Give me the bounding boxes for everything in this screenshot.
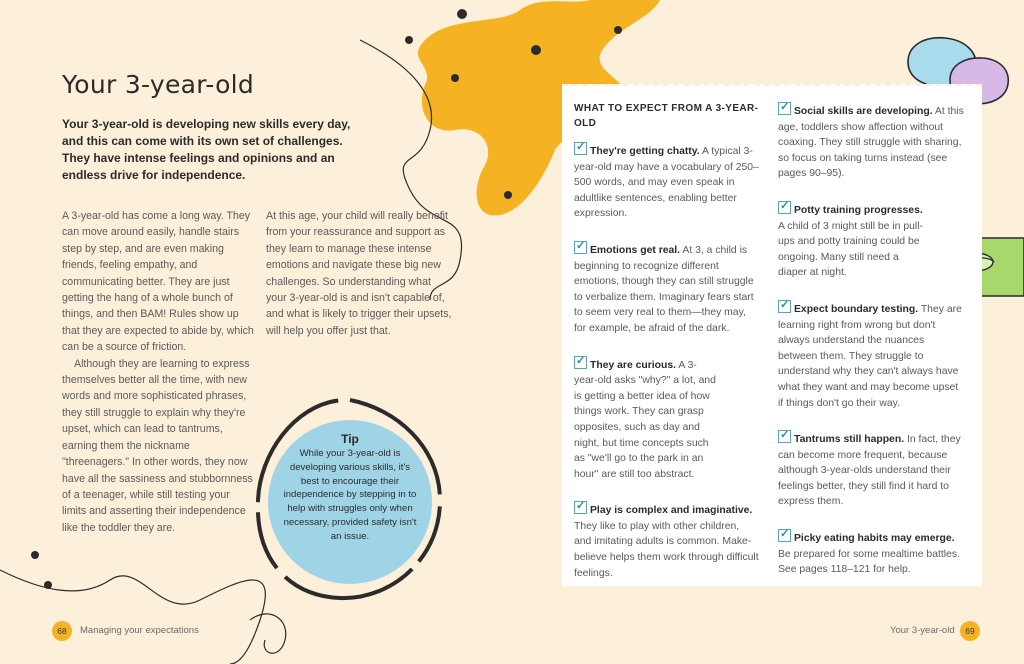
item-text: At this age, toddlers show affection without coaxing. They still struggle with sharing, so focus on taking turns instead (see pages 90–95). [778, 106, 964, 180]
squiggle-line [0, 570, 265, 664]
expect-column-2 [778, 101, 964, 578]
checkbox-icon [778, 300, 791, 313]
panel-heading: WHAT TO EXPECT FROM A 3-YEAR-OLD [574, 103, 759, 129]
item-title: Play is complex and imaginative. [590, 505, 753, 517]
page-number-right: 69 [960, 621, 980, 641]
checkbox-icon [574, 501, 587, 514]
checkbox-icon [574, 356, 587, 369]
body-paragraph: A 3-year-old has come a long way. They can move around easily, handle stairs step by step, and are even making friends, feeling empathy, and communicating better. They are just getting the hang of a whole bunch of things, and then BAM! Rules show up that they are expected to abide by, which can be a source of friction. [62, 210, 254, 354]
item-title: Social skills are developing. [794, 106, 933, 117]
item-text: In fact, they can become more frequent, because although 3-year-olds understand their feelings better, they still find it hard to express them. [778, 434, 961, 508]
item-title: Emotions get real. [590, 244, 681, 256]
checkbox-icon [778, 201, 791, 214]
body-paragraph: Although they are learning to express themselves better all the time, with new words and more sophisticated phrases, they still struggle to explain why they're upset, which can lead to tantrums, earning them the nickname "threenagers." In other words, they now have all the sassiness and stubbornness of a teenager, while still testing your limits and asserting their independence like the toddler they are. [62, 357, 253, 534]
item-text: At 3, a child is beginning to recognize different emotions, though they can still struggle to verbalize them. Imaginary fears start to seem very real to them—they may, for example, be afraid of the dark. [574, 244, 754, 334]
item-title: Potty training progresses. [794, 204, 923, 216]
list-item [778, 429, 964, 510]
list-item [778, 101, 964, 182]
list-item [778, 299, 964, 411]
footer-right-text: Your 3-year-old [890, 625, 955, 636]
item-text: They like to play with other children, and imitating adults is common. Make-believe helps them work through difficult feelings. [574, 520, 759, 579]
item-title: They're getting chatty. [590, 146, 700, 157]
expect-column-1 [574, 101, 759, 581]
checkbox-icon [778, 529, 791, 542]
checkbox-icon [574, 241, 587, 254]
checkbox-icon [778, 102, 791, 115]
list-item [574, 355, 759, 483]
checkbox-icon [574, 142, 587, 155]
list-item [574, 141, 759, 222]
item-title: Expect boundary testing. [794, 303, 919, 315]
footer-left-text: Managing your expectations [80, 625, 199, 636]
list-item [778, 528, 964, 578]
list-item [574, 500, 759, 581]
tip-title: Tip [341, 432, 359, 446]
body-column-2 [266, 208, 452, 339]
list-item [574, 240, 759, 337]
item-text: A child of 3 might still be in pull-ups and potty training could be ongoing. Many still need a diaper at night. [778, 220, 923, 279]
item-title: Picky eating habits may emerge. [794, 533, 955, 545]
body-column-1 [62, 208, 254, 536]
checkbox-icon [778, 430, 791, 443]
intro-paragraph: Your 3-year-old is developing new skills every day, and this can come with its own set of challenges. They have intense feelings and opinions and an endless drive for independence. [62, 117, 351, 182]
item-text: Be prepared for some mealtime battles. See pages 118–121 for help. [778, 548, 960, 576]
page-number-left: 68 [52, 621, 72, 641]
list-item [778, 200, 964, 281]
item-title: They are curious. [590, 359, 677, 371]
item-text: A typical 3-year-old may have a vocabulary of 250–500 words, and may even speak in adultlike sentences, enabling better expression. [574, 146, 759, 220]
page-title: Your 3-year-old [62, 70, 255, 99]
body-paragraph: At this age, your child will really benefit from your reassurance and support as they learn to manage these intense emotions and navigate these big new challenges. So understanding what your 3-year-old is and isn't capable of, and what is likely to trigger their upsets, will help you offer just that. [266, 210, 452, 337]
tip-body: While your 3-year-old is developing various skills, it's best to encourage their independence by stepping in to help with struggles only when necessary, provided safety isn't an issue. [283, 448, 417, 542]
item-text: They are learning right from wrong but don't always understand the nuances between them. They struggle to understand why they can't always have what they want and may become upset if things don't go their way. [778, 303, 962, 409]
item-title: Tantrums still happen. [794, 434, 905, 446]
item-text: A 3-year-old asks "why?" a lot, and is getting a better idea of how things work. They can grasp opposites, such as day and night, but time concepts such as "we'll go to the park in an hour" are still too abstract. [574, 359, 716, 480]
